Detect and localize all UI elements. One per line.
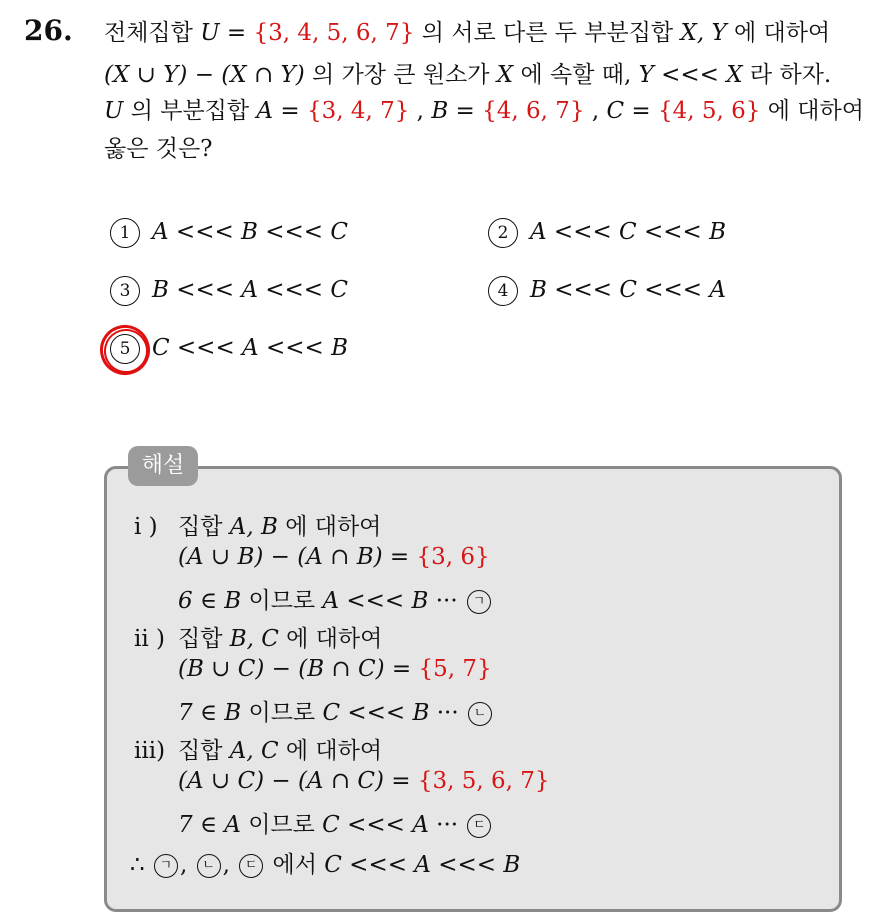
circled-label: ㄱ xyxy=(154,854,178,878)
math: U xyxy=(104,98,124,124)
step-1-head xyxy=(134,508,381,541)
set-C: {4, 5, 6} xyxy=(658,98,761,124)
question-line-1 xyxy=(104,14,830,47)
text: , xyxy=(409,98,432,124)
text: = xyxy=(219,20,254,46)
text: ··· xyxy=(429,700,466,726)
choice-1[interactable] xyxy=(110,218,348,248)
choice-4[interactable] xyxy=(488,276,726,306)
text: 전체집합 xyxy=(104,20,201,46)
question-line-4: 옳은 것은? xyxy=(104,136,213,162)
choice-text: C <<< A <<< B xyxy=(152,335,348,361)
math: 7 ∈ A xyxy=(178,812,241,838)
math: (X ∪ Y) − (X ∩ Y) xyxy=(104,62,305,88)
math: X, Y xyxy=(680,20,727,46)
text: 에 대하여 xyxy=(277,514,382,540)
choice-2[interactable] xyxy=(488,218,726,248)
math: (B ∪ C) − (B ∩ C) = xyxy=(178,656,419,682)
final-conclusion xyxy=(130,846,520,879)
text: 에 속할 때, xyxy=(513,62,639,88)
math: C <<< B xyxy=(322,700,430,726)
solution-tag: 해설 xyxy=(128,446,198,486)
text: ··· xyxy=(428,588,465,614)
text: 이므로 xyxy=(241,588,323,614)
step-3-conclusion xyxy=(178,806,493,839)
math: 6 ∈ B xyxy=(178,588,242,614)
text: 집합 xyxy=(178,738,230,764)
step-3-eq xyxy=(178,768,550,794)
text: 의 가장 큰 원소가 xyxy=(304,62,497,88)
question-line-3 xyxy=(104,92,864,125)
math: A xyxy=(256,98,274,124)
math: C <<< A xyxy=(322,812,429,838)
choice-3[interactable] xyxy=(110,276,348,306)
circled-label: ㄱ xyxy=(467,590,491,614)
therefore-symbol: ∴ xyxy=(130,852,152,878)
math: B xyxy=(431,98,449,124)
question-line-2 xyxy=(104,56,831,89)
step-label: ii ) xyxy=(134,626,165,652)
text: 에 대하여 xyxy=(278,626,383,652)
set-U: {3, 4, 5, 6, 7} xyxy=(253,20,415,46)
result-set: {3, 6} xyxy=(416,544,490,570)
text: 집합 xyxy=(178,626,230,652)
text: = xyxy=(448,98,483,124)
step-2-eq xyxy=(178,656,492,682)
math: Y <<< X xyxy=(638,62,743,88)
final-order: C <<< A <<< B xyxy=(324,852,521,878)
text: , xyxy=(179,852,195,878)
math: A, C xyxy=(229,738,279,764)
text: 에 대하여 xyxy=(278,738,383,764)
math: 7 ∈ B xyxy=(178,700,242,726)
text: 의 서로 다른 두 부분집합 xyxy=(414,20,681,46)
text: = xyxy=(273,98,307,124)
circled-label: ㄷ xyxy=(239,854,263,878)
choice-text: A <<< C <<< B xyxy=(530,219,726,245)
choice-number: 1 xyxy=(110,218,140,248)
math: A, B xyxy=(229,514,278,540)
text: = xyxy=(624,98,658,124)
step-2-head xyxy=(134,620,382,653)
text: 라 하자. xyxy=(742,62,832,88)
step-1-eq xyxy=(178,544,490,570)
step-2-conclusion xyxy=(178,694,494,727)
step-1-conclusion xyxy=(178,582,493,615)
text: 이므로 xyxy=(241,700,323,726)
choice-number: 4 xyxy=(488,276,518,306)
choice-number: 3 xyxy=(110,276,140,306)
text: 에 대하여 xyxy=(726,20,831,46)
math: B, C xyxy=(229,626,279,652)
choice-text: B <<< A <<< C xyxy=(152,277,348,303)
set-A: {3, 4, 7} xyxy=(306,98,410,124)
math: C xyxy=(606,98,625,124)
math: A <<< B xyxy=(322,588,429,614)
text: 이므로 xyxy=(240,812,323,838)
math: U xyxy=(200,20,220,46)
text: , xyxy=(584,98,607,124)
text: , xyxy=(222,852,238,878)
choice-text: B <<< C <<< A xyxy=(530,277,726,303)
step-label: i ) xyxy=(134,514,158,540)
choice-number: 2 xyxy=(488,218,518,248)
text: 에서 xyxy=(265,852,325,878)
step-label: iii) xyxy=(134,738,166,764)
math: (A ∪ B) − (A ∩ B) = xyxy=(178,544,417,570)
math: X xyxy=(496,62,514,88)
set-B: {4, 6, 7} xyxy=(482,98,585,124)
text: ··· xyxy=(428,812,466,838)
text: 의 부분집합 xyxy=(123,98,257,124)
result-set: {3, 5, 6, 7} xyxy=(417,768,550,794)
question-number: 26. xyxy=(24,14,73,47)
text: 집합 xyxy=(178,514,230,540)
text: 에 대하여 xyxy=(760,98,864,124)
step-3-head xyxy=(134,732,382,765)
math: (A ∪ C) − (A ∩ C) = xyxy=(178,768,418,794)
result-set: {5, 7} xyxy=(418,656,492,682)
circled-label: ㄴ xyxy=(468,702,492,726)
circled-label: ㄷ xyxy=(467,814,491,838)
choice-text: A <<< B <<< C xyxy=(152,219,348,245)
circled-label: ㄴ xyxy=(197,854,221,878)
choice-number: 5 xyxy=(110,334,140,364)
